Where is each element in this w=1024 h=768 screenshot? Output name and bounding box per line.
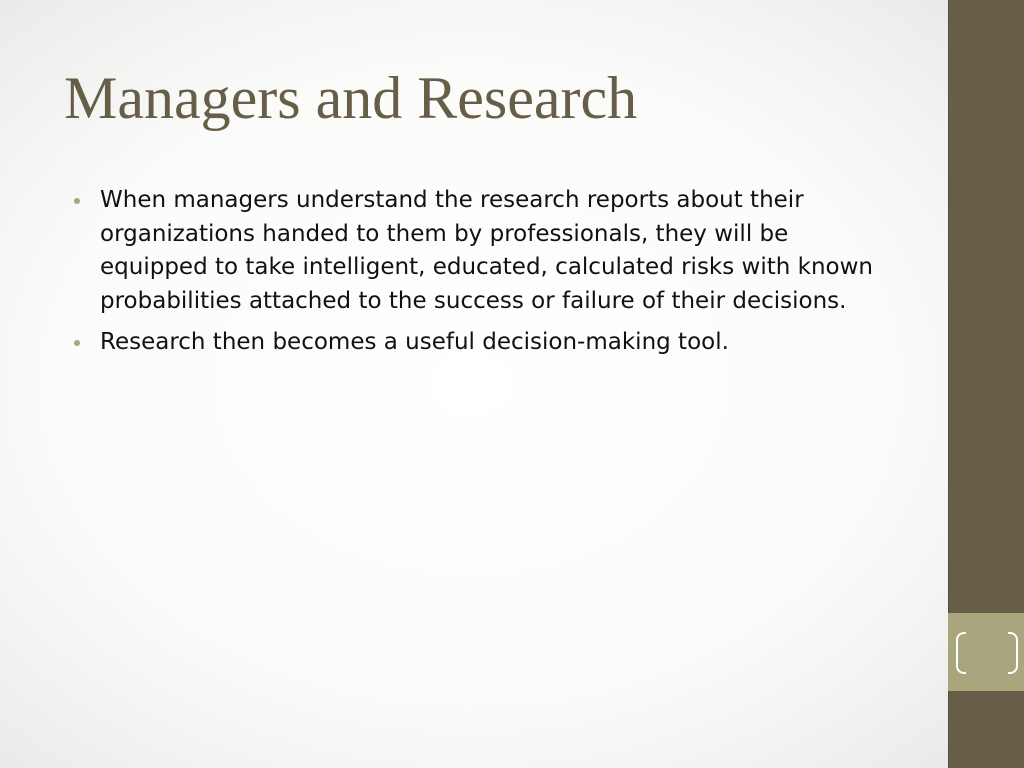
- bullet-item: [74, 184, 894, 318]
- right-bracket-icon: [1008, 632, 1018, 674]
- bullet-item: [74, 326, 894, 360]
- left-bracket-icon: [956, 632, 966, 674]
- slide-title: Managers and Research: [64, 65, 638, 131]
- bullet-dot-icon: [74, 198, 80, 204]
- bullet-text: When managers understand the research reports about their organizations handed to them by professionals, they will be equipped to take intelligent, educated, calculated risks with known probabilities attached to the success or failure of their decisions.: [100, 187, 874, 314]
- bullet-text: Research then becomes a useful decision-making tool.: [100, 329, 729, 355]
- bullet-list: [74, 184, 894, 368]
- bullet-dot-icon: [74, 340, 80, 346]
- page-number-box: [948, 613, 1024, 691]
